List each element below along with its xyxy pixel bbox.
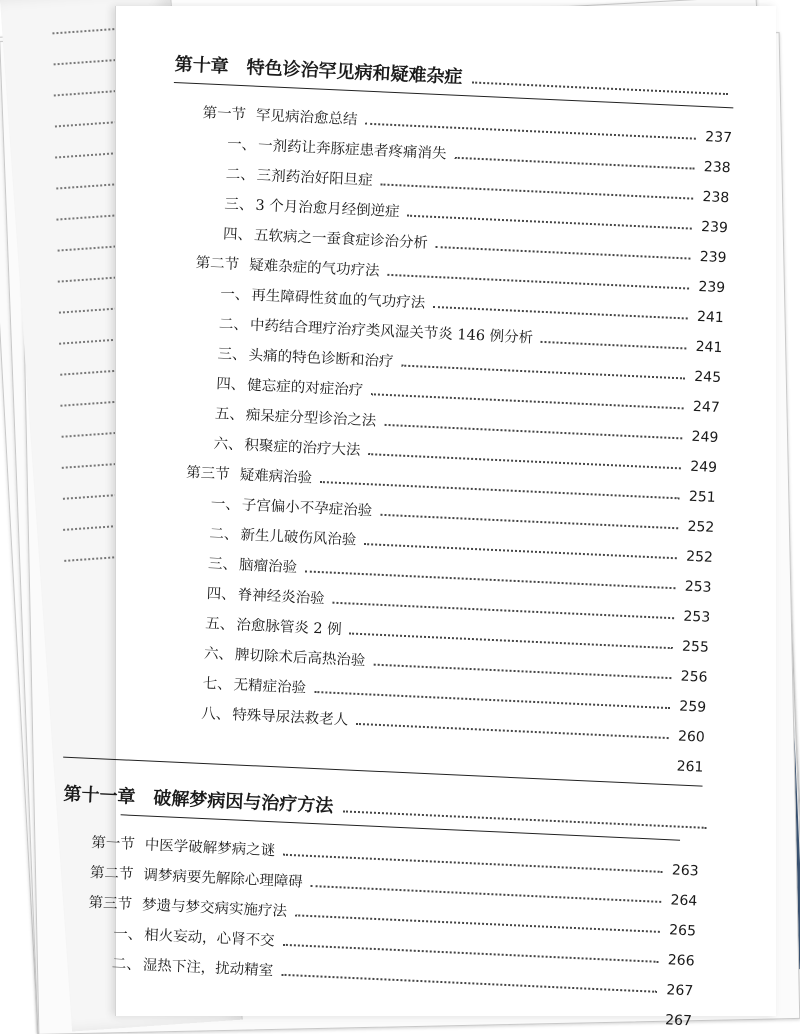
item-label: 八、 xyxy=(200,705,231,724)
section-label: 第二节 xyxy=(195,255,240,274)
item-title: 五软病之一蚕食症诊治分析 xyxy=(253,227,429,252)
dot-leader xyxy=(52,28,114,34)
item-title: 治愈脉管炎 2 例 xyxy=(235,617,343,639)
section-title: 疑难杂症的气功疗法 xyxy=(248,257,380,280)
item-label: 五、 xyxy=(214,406,245,424)
item-title: 特殊导尿法救老人 xyxy=(231,707,349,729)
item-title: 头痛的特色诊断和治疗 xyxy=(248,347,394,371)
chapter-title: 破解梦病因与治疗方法 xyxy=(152,787,334,817)
item-title: 健忘症的对症治疗 xyxy=(246,377,364,399)
page-number: 239 xyxy=(700,219,729,237)
dot-leader xyxy=(58,276,120,282)
page-number: 260 xyxy=(677,728,706,746)
page-number: 267 xyxy=(664,1012,693,1030)
item-label: 六、 xyxy=(203,645,234,664)
item-title: 积聚症的治疗大法 xyxy=(244,437,361,459)
item-label: 三、 xyxy=(217,346,247,364)
chapter-11-entries xyxy=(88,824,700,1030)
item-label: 二、 xyxy=(225,166,256,184)
page-number: 247 xyxy=(692,398,721,417)
item-title: 痴呆症分型诊治之法 xyxy=(245,407,377,430)
page-number: 264 xyxy=(670,892,698,910)
item-title: 脑瘤治验 xyxy=(238,557,298,577)
item-label: 三、 xyxy=(207,556,238,574)
item-label: 三、 xyxy=(224,196,254,214)
section-title: 中医学破解梦病之谜 xyxy=(144,837,276,860)
item-title: 3 个月治愈月经倒逆症 xyxy=(255,197,400,221)
page-number: 253 xyxy=(683,608,711,626)
section-label: 第一节 xyxy=(202,105,247,124)
item-title: 新生儿破伤风治验 xyxy=(240,527,357,549)
item-label: 二、 xyxy=(218,316,249,334)
page-number: 259 xyxy=(679,698,707,716)
page-number: 267 xyxy=(666,982,694,1000)
table-of-contents xyxy=(63,36,735,1030)
chapter-10-heading xyxy=(174,36,735,101)
page-number: 252 xyxy=(685,548,714,566)
dot-leader xyxy=(472,81,728,95)
item-label: 四、 xyxy=(222,226,253,244)
section-label: 第三节 xyxy=(185,464,231,483)
page-number: 256 xyxy=(680,668,708,686)
dot-leader xyxy=(60,400,122,406)
page-number: 252 xyxy=(687,518,715,536)
item-title: 脊神经炎治验 xyxy=(237,587,325,608)
dot-leader xyxy=(59,338,121,344)
item-label: 一、 xyxy=(210,496,241,514)
dot-leader xyxy=(55,152,117,158)
chapter-label: 第十章 xyxy=(174,53,230,78)
dot-leader xyxy=(56,214,118,220)
item-label: 四、 xyxy=(206,585,237,604)
item-title: 脾切除术后高热治验 xyxy=(234,647,366,670)
item-title: 湿热下注，扰动精室 xyxy=(142,957,274,980)
item-label: 一、 xyxy=(226,136,257,154)
page-number: 245 xyxy=(693,368,722,387)
page-number: 265 xyxy=(668,922,697,940)
chapter-title: 特色诊治罕见病和疑难杂症 xyxy=(246,57,463,89)
page-number: 241 xyxy=(696,308,725,327)
dot-leader xyxy=(60,369,122,375)
section-label: 第三节 xyxy=(88,894,133,913)
dot-leader xyxy=(57,245,119,251)
page-number: 251 xyxy=(688,488,716,506)
dot-leader xyxy=(61,431,123,437)
dot-leader xyxy=(58,307,120,313)
page-number: 261 xyxy=(676,758,704,776)
chapter-label: 第十一章 xyxy=(63,783,136,808)
section-label: 第一节 xyxy=(90,834,136,853)
dot-leader xyxy=(56,183,118,189)
item-label: 六、 xyxy=(213,436,243,454)
item-label: 二、 xyxy=(111,956,142,974)
page-number: 255 xyxy=(681,638,710,656)
page-number: 237 xyxy=(704,129,733,147)
page-number: 249 xyxy=(689,458,718,476)
item-title: 一剂药让奔豚症患者疼痛消失 xyxy=(257,137,447,163)
dot-leader xyxy=(54,90,116,96)
page-number: 238 xyxy=(703,159,731,177)
item-label: 七、 xyxy=(202,675,232,694)
item-title: 再生障碍性贫血的气功疗法 xyxy=(250,287,426,312)
page-number: 249 xyxy=(691,428,719,447)
page-number: 241 xyxy=(695,338,723,357)
item-title: 子宫偏小不孕症治验 xyxy=(241,497,373,520)
dot-leader xyxy=(54,121,116,127)
section-title: 调梦病要先解除心理障碍 xyxy=(143,867,304,891)
page-number: 266 xyxy=(667,952,695,970)
item-label: 四、 xyxy=(215,376,246,394)
page-number: 239 xyxy=(698,278,726,297)
toc-page xyxy=(63,6,776,1030)
chapter-10-entries xyxy=(144,91,733,776)
item-label: 一、 xyxy=(219,286,250,304)
chapter-11-block xyxy=(63,760,702,1030)
item-title: 无精症治验 xyxy=(233,677,307,697)
item-title: 中药结合理疗治疗类风湿关节炎 146 例分析 xyxy=(249,317,534,347)
page-number: 238 xyxy=(702,189,730,207)
page-number: 253 xyxy=(684,578,712,596)
section-title: 疑难病治验 xyxy=(239,467,313,487)
dot-leader xyxy=(53,59,115,65)
item-label: 二、 xyxy=(209,526,239,544)
section-label: 第二节 xyxy=(89,864,134,883)
section-title: 罕见病治愈总结 xyxy=(255,107,358,129)
page-number: 263 xyxy=(671,862,699,880)
item-label: 五、 xyxy=(204,615,235,634)
item-title: 三剂药治好阳旦症 xyxy=(256,167,373,190)
item-title: 相火妄动，心肾不交 xyxy=(143,927,275,950)
section-title: 梦遗与梦交病实施疗法 xyxy=(141,897,288,920)
item-label: 一、 xyxy=(112,926,143,944)
page-number: 239 xyxy=(699,248,727,267)
